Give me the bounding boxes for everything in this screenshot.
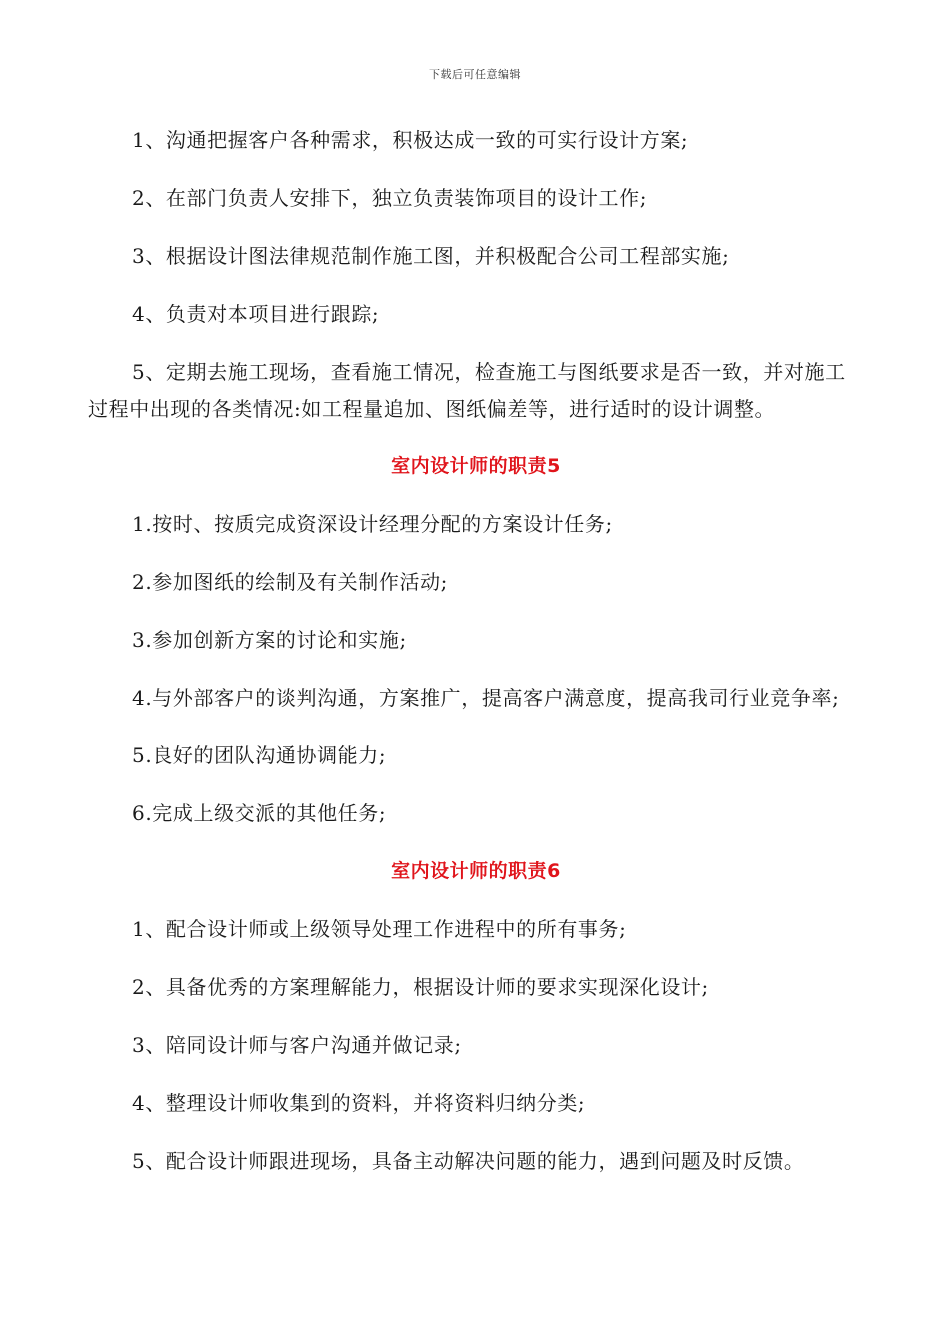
document-body: [88, 122, 864, 1201]
list-item: 6.完成上级交派的其他任务;: [132, 801, 387, 825]
list-item: 4、整理设计师收集到的资料，并将资料归纳分类;: [132, 1091, 586, 1115]
list-item: 5、配合设计师跟进现场，具备主动解决问题的能力，遇到问题及时反馈。: [132, 1149, 805, 1173]
list-item: 3、陪同设计师与客户沟通并做记录;: [132, 1033, 462, 1057]
list-item: 5、定期去施工现场，查看施工情况，检查施工与图纸要求是否一致，并对施工过程中出现的各类情况:如工程量追加、图纸偏差等，进行适时的设计调整。: [88, 360, 846, 421]
section-heading: 室内设计师的职责5: [391, 455, 561, 477]
list-item: 2.参加图纸的绘制及有关制作活动;: [132, 570, 449, 594]
list-item: 5.良好的团队沟通协调能力;: [132, 743, 387, 767]
section-heading: 室内设计师的职责6: [391, 860, 561, 882]
list-item: 2、在部门负责人安排下，独立负责装饰项目的设计工作;: [132, 186, 648, 210]
list-item: 1、沟通把握客户各种需求，积极达成一致的可实行设计方案;: [132, 128, 689, 152]
list-item: 4.与外部客户的谈判沟通，方案推广，提高客户满意度，提高我司行业竞争率;: [132, 686, 840, 710]
list-item: 1、配合设计师或上级领导处理工作进程中的所有事务;: [132, 917, 627, 941]
list-item: 2、具备优秀的方案理解能力，根据设计师的要求实现深化设计;: [132, 975, 709, 999]
list-item: 4、负责对本项目进行跟踪;: [132, 302, 380, 326]
list-item: 3、根据设计图法律规范制作施工图，并积极配合公司工程部实施;: [132, 244, 730, 268]
list-item: 1.按时、按质完成资深设计经理分配的方案设计任务;: [132, 512, 613, 536]
list-item: 3.参加创新方案的讨论和实施;: [132, 628, 407, 652]
header-note: 下载后可任意编辑: [429, 68, 521, 81]
